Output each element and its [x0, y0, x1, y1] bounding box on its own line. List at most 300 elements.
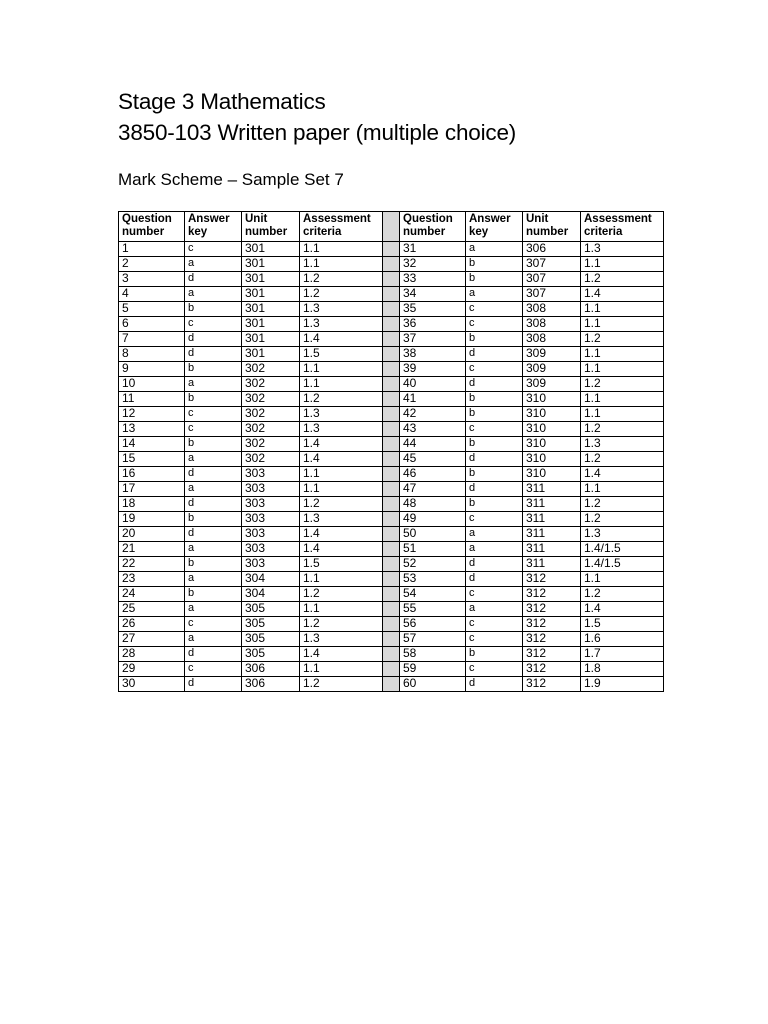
assessment-criteria-cell: 1.2: [300, 677, 383, 692]
column-divider: [383, 332, 400, 347]
unit-number-cell: 303: [242, 542, 300, 557]
assessment-criteria-cell: 1.2: [581, 422, 664, 437]
column-divider: [383, 272, 400, 287]
answer-key-cell: d: [466, 347, 523, 362]
assessment-criteria-cell: 1.1: [581, 482, 664, 497]
question-number-cell: 58: [400, 647, 466, 662]
answer-key-cell: c: [185, 617, 242, 632]
answer-key-cell: b: [185, 302, 242, 317]
header-answer-key: Answer key: [466, 212, 523, 242]
question-number-cell: 15: [119, 452, 185, 467]
answer-key-cell: a: [185, 377, 242, 392]
assessment-criteria-cell: 1.3: [300, 302, 383, 317]
assessment-criteria-cell: 1.4: [581, 467, 664, 482]
question-number-cell: 27: [119, 632, 185, 647]
column-divider: [383, 377, 400, 392]
answer-key-cell: d: [185, 497, 242, 512]
unit-number-cell: 312: [523, 602, 581, 617]
question-number-cell: 50: [400, 527, 466, 542]
unit-number-cell: 302: [242, 377, 300, 392]
unit-number-cell: 303: [242, 497, 300, 512]
unit-number-cell: 306: [523, 242, 581, 257]
question-number-cell: 8: [119, 347, 185, 362]
unit-number-cell: 301: [242, 347, 300, 362]
column-divider: [383, 407, 400, 422]
assessment-criteria-cell: 1.1: [581, 392, 664, 407]
assessment-criteria-cell: 1.1: [300, 662, 383, 677]
answer-key-cell: b: [466, 332, 523, 347]
answer-key-cell: d: [185, 647, 242, 662]
unit-number-cell: 302: [242, 407, 300, 422]
unit-number-cell: 311: [523, 497, 581, 512]
answer-key-cell: a: [466, 287, 523, 302]
answer-key-cell: b: [185, 392, 242, 407]
answer-key-cell: d: [185, 467, 242, 482]
assessment-criteria-cell: 1.3: [300, 512, 383, 527]
unit-number-cell: 301: [242, 257, 300, 272]
assessment-criteria-cell: 1.3: [300, 422, 383, 437]
question-number-cell: 28: [119, 647, 185, 662]
answer-key-cell: c: [466, 422, 523, 437]
assessment-criteria-cell: 1.1: [581, 317, 664, 332]
answer-key-cell: d: [466, 452, 523, 467]
assessment-criteria-cell: 1.2: [581, 512, 664, 527]
answer-key-cell: b: [185, 587, 242, 602]
question-number-cell: 13: [119, 422, 185, 437]
assessment-criteria-cell: 1.2: [581, 377, 664, 392]
unit-number-cell: 303: [242, 527, 300, 542]
unit-number-cell: 306: [242, 677, 300, 692]
question-number-cell: 44: [400, 437, 466, 452]
question-number-cell: 5: [119, 302, 185, 317]
question-number-cell: 18: [119, 497, 185, 512]
answer-key-cell: a: [185, 452, 242, 467]
table-row: [119, 302, 664, 317]
unit-number-cell: 301: [242, 302, 300, 317]
answer-key-cell: b: [466, 257, 523, 272]
table-row: [119, 257, 664, 272]
assessment-criteria-cell: 1.4: [581, 602, 664, 617]
assessment-criteria-cell: 1.1: [581, 362, 664, 377]
table-row: [119, 632, 664, 647]
header-unit-number: Unit number: [242, 212, 300, 242]
unit-number-cell: 311: [523, 527, 581, 542]
answer-key-cell: b: [185, 557, 242, 572]
unit-number-cell: 307: [523, 272, 581, 287]
table-row: [119, 272, 664, 287]
column-divider: [383, 212, 400, 242]
question-number-cell: 34: [400, 287, 466, 302]
document-title: Stage 3 Mathematics: [118, 89, 326, 114]
question-number-cell: 17: [119, 482, 185, 497]
question-number-cell: 14: [119, 437, 185, 452]
answer-key-cell: d: [466, 572, 523, 587]
column-divider: [383, 617, 400, 632]
question-number-cell: 2: [119, 257, 185, 272]
answer-key-cell: d: [466, 482, 523, 497]
question-number-cell: 43: [400, 422, 466, 437]
assessment-criteria-cell: 1.9: [581, 677, 664, 692]
question-number-cell: 47: [400, 482, 466, 497]
table-row: [119, 527, 664, 542]
answer-key-cell: a: [466, 242, 523, 257]
header-assessment-criteria: Assessment criteria: [581, 212, 664, 242]
unit-number-cell: 310: [523, 452, 581, 467]
answer-key-cell: c: [466, 662, 523, 677]
answer-key-cell: c: [185, 422, 242, 437]
question-number-cell: 6: [119, 317, 185, 332]
assessment-criteria-cell: 1.7: [581, 647, 664, 662]
unit-number-cell: 308: [523, 332, 581, 347]
answer-key-cell: a: [466, 602, 523, 617]
unit-number-cell: 306: [242, 662, 300, 677]
question-number-cell: 56: [400, 617, 466, 632]
answer-key-cell: a: [466, 542, 523, 557]
unit-number-cell: 302: [242, 437, 300, 452]
answer-key-cell: c: [466, 362, 523, 377]
unit-number-cell: 304: [242, 587, 300, 602]
assessment-criteria-cell: 1.1: [300, 377, 383, 392]
assessment-criteria-cell: 1.4: [300, 452, 383, 467]
unit-number-cell: 308: [523, 302, 581, 317]
unit-number-cell: 312: [523, 677, 581, 692]
question-number-cell: 30: [119, 677, 185, 692]
question-number-cell: 54: [400, 587, 466, 602]
table-row: [119, 497, 664, 512]
question-number-cell: 35: [400, 302, 466, 317]
question-number-cell: 31: [400, 242, 466, 257]
assessment-criteria-cell: 1.6: [581, 632, 664, 647]
question-number-cell: 36: [400, 317, 466, 332]
unit-number-cell: 301: [242, 287, 300, 302]
unit-number-cell: 308: [523, 317, 581, 332]
unit-number-cell: 312: [523, 662, 581, 677]
column-divider: [383, 452, 400, 467]
assessment-criteria-cell: 1.4: [300, 527, 383, 542]
column-divider: [383, 362, 400, 377]
question-number-cell: 23: [119, 572, 185, 587]
answer-key-cell: b: [185, 512, 242, 527]
question-number-cell: 38: [400, 347, 466, 362]
assessment-criteria-cell: 1.4: [300, 647, 383, 662]
assessment-criteria-cell: 1.2: [300, 617, 383, 632]
unit-number-cell: 303: [242, 467, 300, 482]
answer-key-cell: c: [466, 317, 523, 332]
column-divider: [383, 257, 400, 272]
assessment-criteria-cell: 1.2: [300, 587, 383, 602]
unit-number-cell: 310: [523, 422, 581, 437]
unit-number-cell: 310: [523, 407, 581, 422]
assessment-criteria-cell: 1.4/1.5: [581, 542, 664, 557]
answer-key-cell: b: [185, 437, 242, 452]
column-divider: [383, 602, 400, 617]
assessment-criteria-cell: 1.1: [300, 362, 383, 377]
assessment-criteria-cell: 1.5: [581, 617, 664, 632]
answer-key-cell: c: [185, 407, 242, 422]
answer-key-cell: a: [185, 632, 242, 647]
assessment-criteria-cell: 1.2: [300, 272, 383, 287]
answer-key-cell: d: [466, 557, 523, 572]
answer-key-cell: b: [466, 497, 523, 512]
table-row: [119, 512, 664, 527]
header-assessment-criteria: Assessment criteria: [300, 212, 383, 242]
assessment-criteria-cell: 1.5: [300, 347, 383, 362]
column-divider: [383, 317, 400, 332]
column-divider: [383, 467, 400, 482]
header-answer-key: Answer key: [185, 212, 242, 242]
question-number-cell: 10: [119, 377, 185, 392]
assessment-criteria-cell: 1.2: [581, 587, 664, 602]
assessment-criteria-cell: 1.1: [581, 257, 664, 272]
question-number-cell: 21: [119, 542, 185, 557]
answer-key-cell: c: [466, 302, 523, 317]
column-divider: [383, 437, 400, 452]
answer-key-cell: b: [466, 392, 523, 407]
answer-key-cell: d: [185, 347, 242, 362]
assessment-criteria-cell: 1.2: [581, 272, 664, 287]
assessment-criteria-cell: 1.1: [581, 407, 664, 422]
assessment-criteria-cell: 1.1: [581, 572, 664, 587]
table-row: [119, 362, 664, 377]
section-heading: Mark Scheme – Sample Set 7: [118, 170, 344, 189]
unit-number-cell: 301: [242, 332, 300, 347]
answer-key-cell: b: [466, 272, 523, 287]
unit-number-cell: 312: [523, 587, 581, 602]
answer-key-cell: b: [466, 467, 523, 482]
unit-number-cell: 311: [523, 512, 581, 527]
question-number-cell: 37: [400, 332, 466, 347]
assessment-criteria-cell: 1.2: [300, 497, 383, 512]
unit-number-cell: 303: [242, 512, 300, 527]
column-divider: [383, 497, 400, 512]
answer-key-cell: d: [185, 677, 242, 692]
assessment-criteria-cell: 1.1: [300, 482, 383, 497]
question-number-cell: 25: [119, 602, 185, 617]
question-number-cell: 41: [400, 392, 466, 407]
unit-number-cell: 301: [242, 272, 300, 287]
unit-number-cell: 305: [242, 632, 300, 647]
column-divider: [383, 242, 400, 257]
column-divider: [383, 572, 400, 587]
answer-key-cell: b: [185, 362, 242, 377]
column-divider: [383, 302, 400, 317]
answer-key-cell: c: [466, 632, 523, 647]
answer-key-cell: a: [185, 287, 242, 302]
unit-number-cell: 307: [523, 287, 581, 302]
column-divider: [383, 662, 400, 677]
assessment-criteria-cell: 1.4: [300, 542, 383, 557]
question-number-cell: 42: [400, 407, 466, 422]
question-number-cell: 46: [400, 467, 466, 482]
assessment-criteria-cell: 1.4: [300, 437, 383, 452]
unit-number-cell: 311: [523, 542, 581, 557]
answer-key-cell: a: [185, 602, 242, 617]
question-number-cell: 33: [400, 272, 466, 287]
column-divider: [383, 392, 400, 407]
table-row: [119, 662, 664, 677]
column-divider: [383, 287, 400, 302]
table-row: [119, 422, 664, 437]
unit-number-cell: 301: [242, 317, 300, 332]
assessment-criteria-cell: 1.2: [581, 332, 664, 347]
assessment-criteria-cell: 1.1: [300, 572, 383, 587]
table-row: [119, 467, 664, 482]
header-question-number: Question number: [119, 212, 185, 242]
question-number-cell: 1: [119, 242, 185, 257]
unit-number-cell: 309: [523, 377, 581, 392]
unit-number-cell: 303: [242, 557, 300, 572]
assessment-criteria-cell: 1.5: [300, 557, 383, 572]
table-row: [119, 242, 664, 257]
question-number-cell: 55: [400, 602, 466, 617]
answer-key-cell: a: [185, 257, 242, 272]
question-number-cell: 29: [119, 662, 185, 677]
document-subtitle: 3850-103 Written paper (multiple choice): [118, 120, 517, 145]
question-number-cell: 52: [400, 557, 466, 572]
column-divider: [383, 587, 400, 602]
question-number-cell: 51: [400, 542, 466, 557]
unit-number-cell: 302: [242, 422, 300, 437]
table-row: [119, 557, 664, 572]
question-number-cell: 19: [119, 512, 185, 527]
assessment-criteria-cell: 1.1: [581, 302, 664, 317]
answer-key-cell: c: [185, 317, 242, 332]
table-row: [119, 647, 664, 662]
unit-number-cell: 311: [523, 482, 581, 497]
question-number-cell: 53: [400, 572, 466, 587]
question-number-cell: 22: [119, 557, 185, 572]
mark-scheme-table: [118, 211, 664, 692]
header-row: [119, 212, 664, 242]
question-number-cell: 26: [119, 617, 185, 632]
unit-number-cell: 302: [242, 392, 300, 407]
question-number-cell: 57: [400, 632, 466, 647]
assessment-criteria-cell: 1.1: [300, 602, 383, 617]
assessment-criteria-cell: 1.1: [581, 347, 664, 362]
assessment-criteria-cell: 1.2: [300, 287, 383, 302]
assessment-criteria-cell: 1.2: [581, 497, 664, 512]
assessment-criteria-cell: 1.4: [581, 287, 664, 302]
question-number-cell: 24: [119, 587, 185, 602]
answer-key-cell: d: [466, 377, 523, 392]
column-divider: [383, 632, 400, 647]
table-row: [119, 572, 664, 587]
assessment-criteria-cell: 1.4/1.5: [581, 557, 664, 572]
assessment-criteria-cell: 1.3: [581, 437, 664, 452]
column-divider: [383, 542, 400, 557]
question-number-cell: 20: [119, 527, 185, 542]
assessment-criteria-cell: 1.1: [300, 467, 383, 482]
assessment-criteria-cell: 1.3: [300, 407, 383, 422]
table-row: [119, 587, 664, 602]
table-row: [119, 287, 664, 302]
answer-key-cell: c: [466, 617, 523, 632]
column-divider: [383, 527, 400, 542]
answer-key-cell: d: [466, 677, 523, 692]
table-row: [119, 542, 664, 557]
question-number-cell: 12: [119, 407, 185, 422]
question-number-cell: 16: [119, 467, 185, 482]
answer-key-cell: c: [466, 512, 523, 527]
table-row: [119, 602, 664, 617]
unit-number-cell: 312: [523, 647, 581, 662]
table-row: [119, 452, 664, 467]
column-divider: [383, 482, 400, 497]
table-row: [119, 317, 664, 332]
unit-number-cell: 310: [523, 437, 581, 452]
answer-key-cell: b: [466, 407, 523, 422]
question-number-cell: 39: [400, 362, 466, 377]
unit-number-cell: 302: [242, 362, 300, 377]
question-number-cell: 59: [400, 662, 466, 677]
unit-number-cell: 301: [242, 242, 300, 257]
assessment-criteria-cell: 1.1: [300, 257, 383, 272]
assessment-criteria-cell: 1.2: [300, 392, 383, 407]
assessment-criteria-cell: 1.3: [300, 317, 383, 332]
question-number-cell: 9: [119, 362, 185, 377]
unit-number-cell: 305: [242, 617, 300, 632]
column-divider: [383, 512, 400, 527]
question-number-cell: 60: [400, 677, 466, 692]
answer-key-cell: a: [466, 527, 523, 542]
table-row: [119, 347, 664, 362]
question-number-cell: 48: [400, 497, 466, 512]
assessment-criteria-cell: 1.4: [300, 332, 383, 347]
unit-number-cell: 309: [523, 362, 581, 377]
question-number-cell: 3: [119, 272, 185, 287]
answer-key-cell: c: [466, 587, 523, 602]
assessment-criteria-cell: 1.2: [581, 452, 664, 467]
question-number-cell: 45: [400, 452, 466, 467]
answer-key-cell: a: [185, 572, 242, 587]
question-number-cell: 40: [400, 377, 466, 392]
answer-key-cell: d: [185, 332, 242, 347]
assessment-criteria-cell: 1.1: [300, 242, 383, 257]
assessment-criteria-cell: 1.3: [581, 527, 664, 542]
question-number-cell: 32: [400, 257, 466, 272]
unit-number-cell: 305: [242, 647, 300, 662]
table-row: [119, 677, 664, 692]
answer-key-cell: a: [185, 482, 242, 497]
question-number-cell: 7: [119, 332, 185, 347]
header-question-number: Question number: [400, 212, 466, 242]
unit-number-cell: 312: [523, 572, 581, 587]
column-divider: [383, 647, 400, 662]
column-divider: [383, 347, 400, 362]
answer-key-cell: b: [466, 437, 523, 452]
question-number-cell: 49: [400, 512, 466, 527]
table-row: [119, 392, 664, 407]
unit-number-cell: 305: [242, 602, 300, 617]
unit-number-cell: 303: [242, 482, 300, 497]
question-number-cell: 4: [119, 287, 185, 302]
unit-number-cell: 307: [523, 257, 581, 272]
unit-number-cell: 312: [523, 617, 581, 632]
unit-number-cell: 312: [523, 632, 581, 647]
column-divider: [383, 422, 400, 437]
header-unit-number: Unit number: [523, 212, 581, 242]
assessment-criteria-cell: 1.3: [300, 632, 383, 647]
answer-key-cell: a: [185, 542, 242, 557]
answer-key-cell: c: [185, 662, 242, 677]
table-row: [119, 377, 664, 392]
answer-key-cell: c: [185, 242, 242, 257]
unit-number-cell: 311: [523, 557, 581, 572]
answer-key-cell: d: [185, 527, 242, 542]
table-row: [119, 332, 664, 347]
question-number-cell: 11: [119, 392, 185, 407]
column-divider: [383, 557, 400, 572]
